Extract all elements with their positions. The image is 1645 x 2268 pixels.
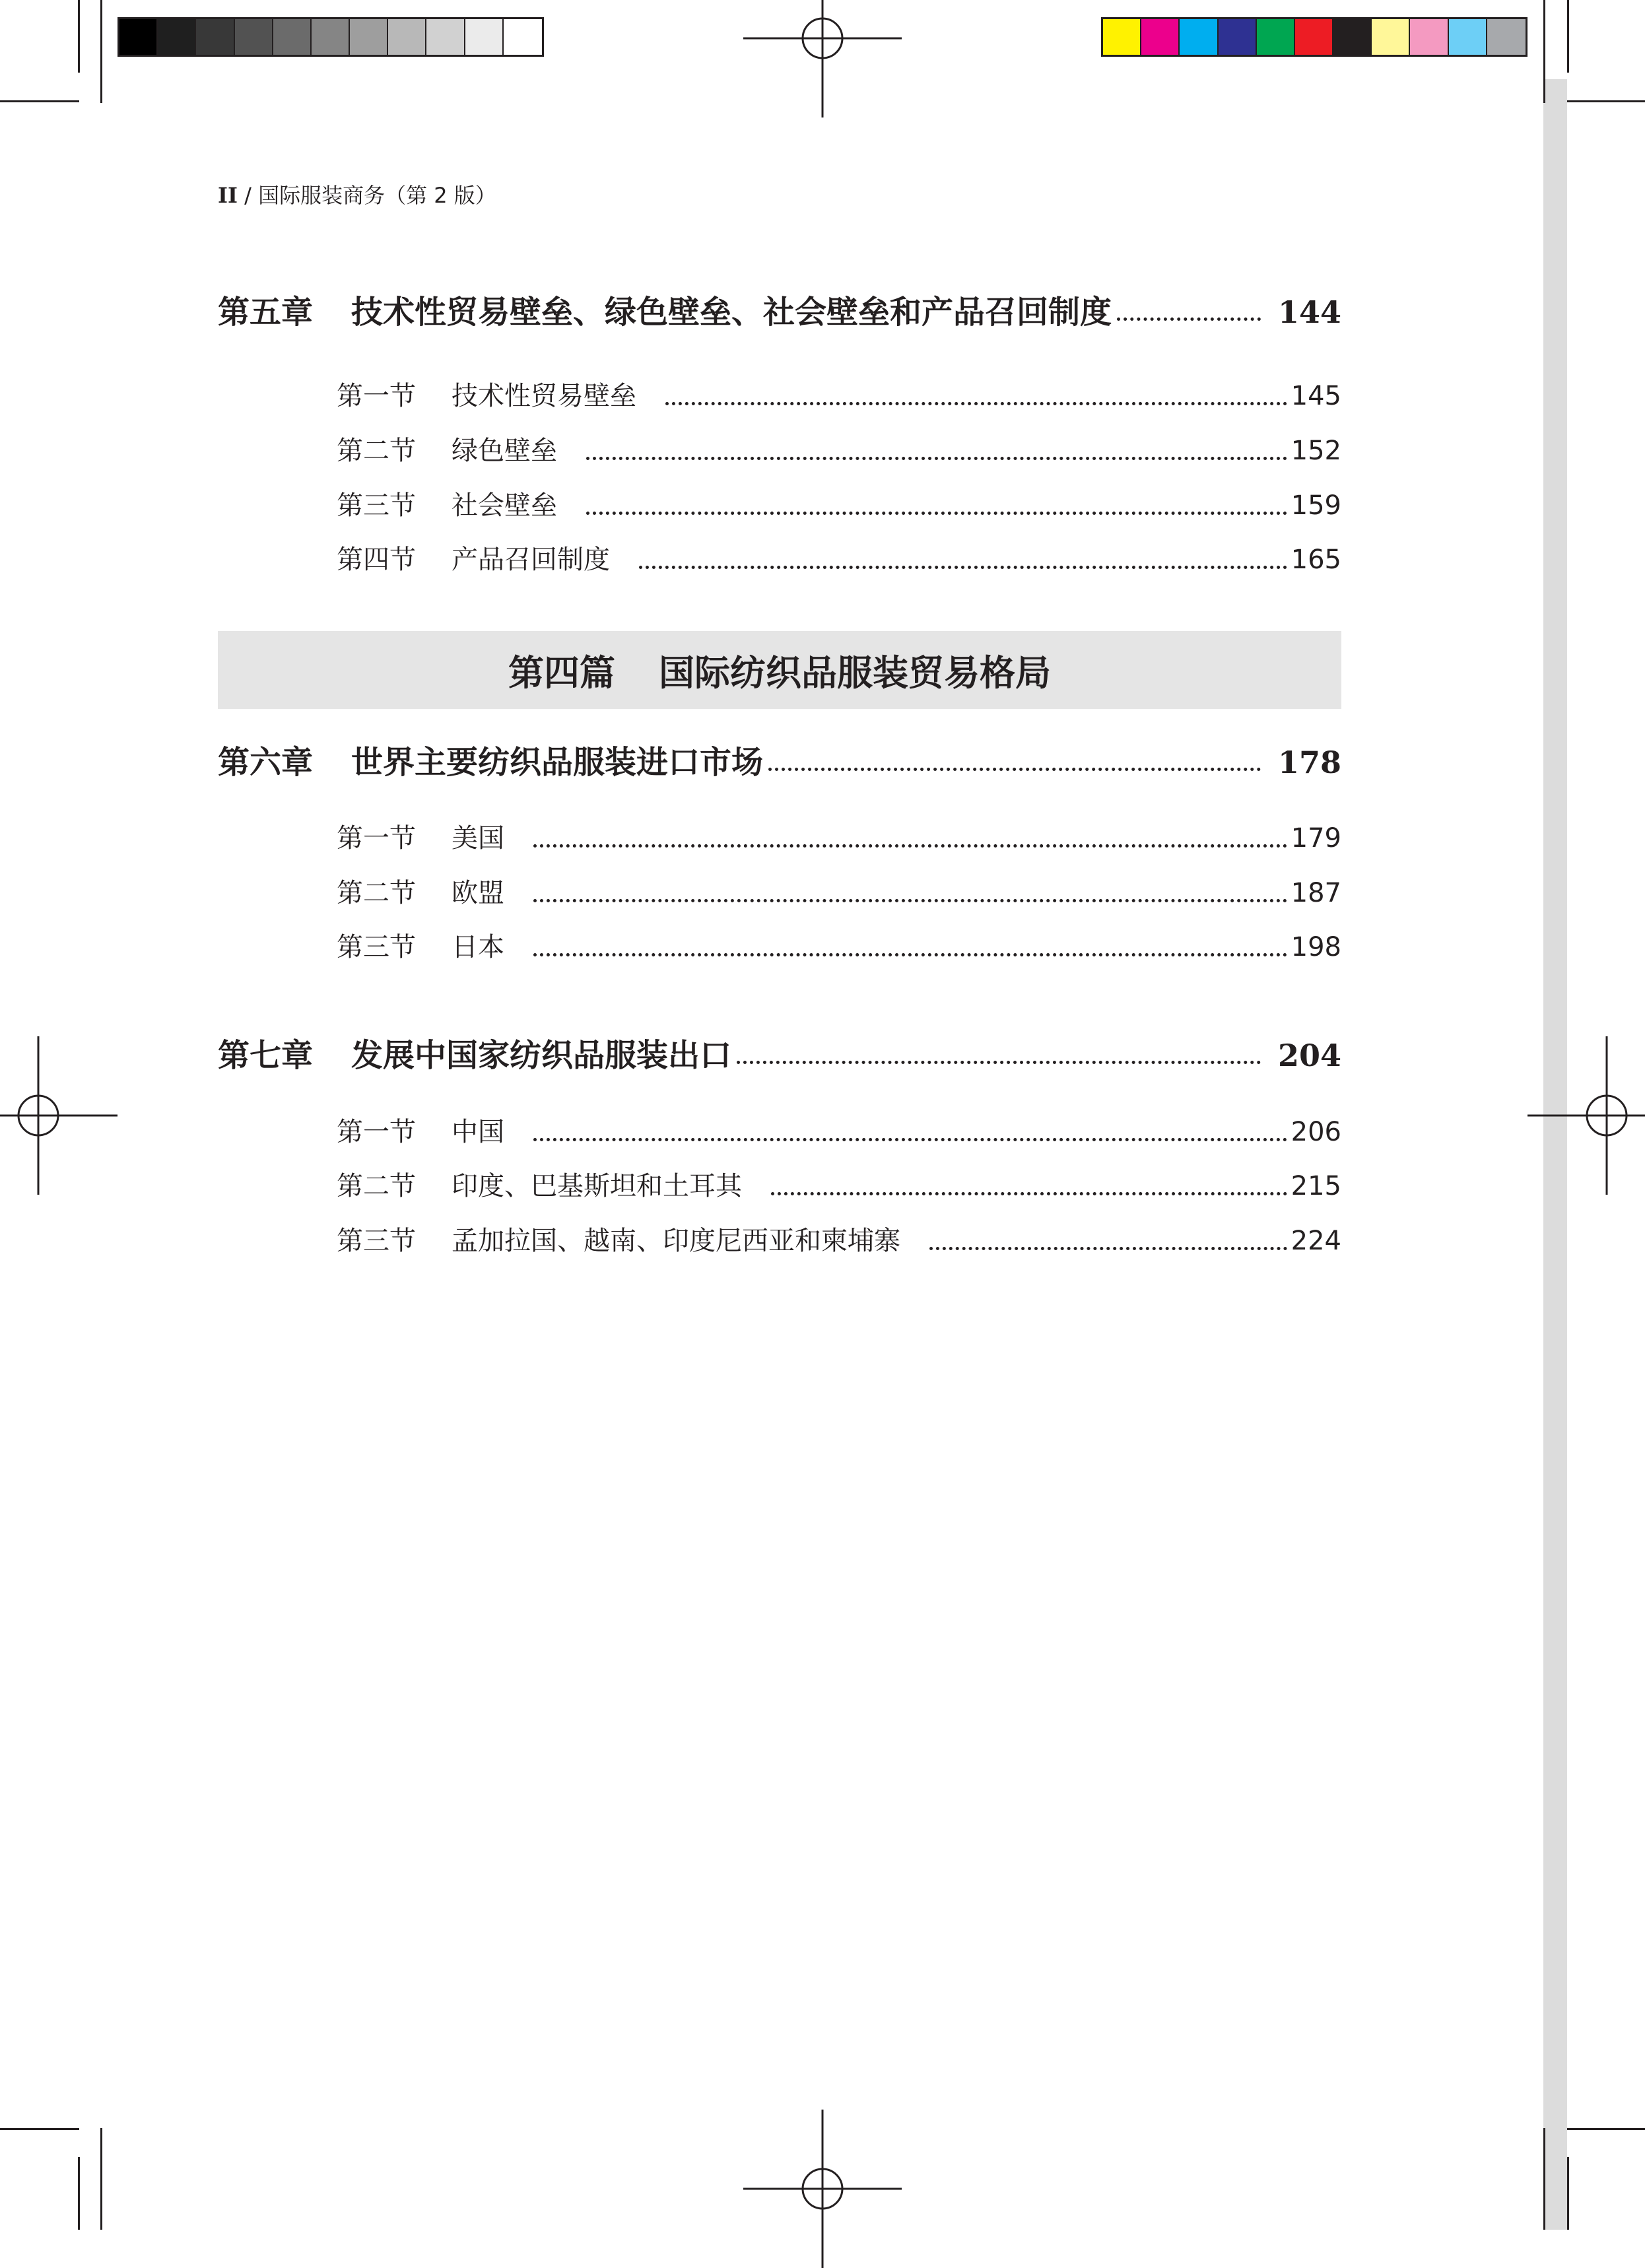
chapter-title: 发展中国家纺织品服装出口 <box>351 1037 732 1074</box>
chapter-page-number: 144 <box>1277 294 1341 330</box>
part-number: 第四篇 <box>508 651 615 694</box>
crop-mark <box>1543 0 1545 103</box>
section-title: 产品召回制度 <box>452 545 610 575</box>
crop-mark <box>78 0 80 73</box>
chapter-number: 第六章 <box>218 744 314 781</box>
color-swatch <box>119 19 158 55</box>
color-swatch <box>1410 19 1448 55</box>
dot-leader <box>533 875 1287 912</box>
chapter-number: 第七章 <box>218 1037 314 1074</box>
toc-section[interactable] <box>337 1114 1341 1151</box>
color-swatch <box>504 19 542 55</box>
section-number: 第三节 <box>337 1226 416 1256</box>
section-number: 第三节 <box>337 932 416 962</box>
crop-mark <box>78 2157 80 2230</box>
page-roman-numeral: II <box>218 183 238 208</box>
section-title: 美国 <box>452 823 504 853</box>
chapter-number: 第五章 <box>218 294 314 331</box>
color-swatch <box>1449 19 1487 55</box>
section-title: 绿色壁垒 <box>452 436 557 466</box>
section-page-number: 198 <box>1291 932 1341 962</box>
section-title: 欧盟 <box>452 878 504 908</box>
crop-mark <box>0 2128 79 2130</box>
crop-mark <box>1567 2157 1569 2230</box>
section-number: 第一节 <box>337 1117 416 1147</box>
section-page-number: 206 <box>1291 1117 1341 1147</box>
registration-mark-icon <box>743 2110 902 2268</box>
dot-leader <box>665 378 1287 415</box>
dot-leader <box>533 820 1287 857</box>
color-swatch <box>1372 19 1410 55</box>
section-number: 第三节 <box>337 490 416 521</box>
dot-leader <box>586 487 1287 524</box>
color-swatch <box>1141 19 1180 55</box>
registration-mark-icon <box>743 0 902 117</box>
crop-mark <box>0 100 79 102</box>
color-swatch <box>196 19 234 55</box>
color-swatch <box>158 19 196 55</box>
toc-chapter-7[interactable] <box>218 1032 1341 1079</box>
toc-chapter-5[interactable] <box>218 289 1341 335</box>
toc-section[interactable] <box>337 487 1341 524</box>
dot-leader <box>533 1114 1287 1151</box>
crop-mark <box>1567 2128 1645 2130</box>
color-swatch <box>388 19 426 55</box>
color-swatch <box>350 19 388 55</box>
toc-section[interactable] <box>337 875 1341 912</box>
section-page-number: 215 <box>1291 1171 1341 1201</box>
color-swatch <box>465 19 504 55</box>
color-swatch <box>1295 19 1333 55</box>
dot-leader <box>639 541 1287 578</box>
section-number: 第二节 <box>337 878 416 908</box>
dot-leader <box>929 1222 1287 1259</box>
crop-mark <box>1567 0 1569 73</box>
dot-leader <box>737 1032 1261 1079</box>
section-page-number: 145 <box>1291 381 1341 411</box>
book-title: / 国际服装商务（第 2 版） <box>237 183 496 208</box>
color-swatch <box>1257 19 1295 55</box>
color-swatch <box>1333 19 1372 55</box>
grayscale-calibration-bar <box>118 17 544 57</box>
section-title: 孟加拉国、越南、印度尼西亚和柬埔寨 <box>452 1226 900 1256</box>
section-number: 第四节 <box>337 545 416 575</box>
part-title: 国际纺织品服装贸易格局 <box>659 651 1051 694</box>
toc-section[interactable] <box>337 929 1341 966</box>
section-page-number: 179 <box>1291 823 1341 853</box>
toc-section[interactable] <box>337 378 1341 415</box>
section-number: 第一节 <box>337 381 416 411</box>
dot-leader <box>771 1168 1287 1205</box>
chapter-title: 世界主要纺织品服装进口市场 <box>351 744 764 781</box>
dot-leader <box>1117 289 1261 335</box>
color-swatch <box>273 19 312 55</box>
toc-section[interactable] <box>337 1222 1341 1259</box>
color-swatch <box>1180 19 1218 55</box>
color-swatch <box>1487 19 1526 55</box>
section-page-number: 187 <box>1291 878 1341 908</box>
section-title: 技术性贸易壁垒 <box>452 381 636 411</box>
color-swatch <box>1219 19 1257 55</box>
crop-mark <box>1543 2128 1545 2230</box>
color-swatch <box>235 19 273 55</box>
dot-leader <box>586 432 1287 469</box>
section-number: 第二节 <box>337 436 416 466</box>
toc-chapter-6[interactable] <box>218 739 1341 785</box>
section-page-number: 224 <box>1291 1226 1341 1256</box>
dot-leader <box>533 929 1287 966</box>
section-page-number: 159 <box>1291 490 1341 521</box>
chapter-page-number: 204 <box>1277 1038 1341 1073</box>
section-page-number: 152 <box>1291 436 1341 466</box>
registration-mark-icon <box>1528 1036 1645 1195</box>
section-title: 中国 <box>452 1117 504 1147</box>
crop-mark <box>100 0 102 103</box>
toc-section[interactable] <box>337 541 1341 578</box>
crop-mark <box>100 2128 102 2230</box>
toc-section[interactable] <box>337 432 1341 469</box>
toc-section[interactable] <box>337 820 1341 857</box>
registration-mark-icon <box>0 1036 118 1195</box>
dot-leader <box>768 739 1261 785</box>
section-page-number: 165 <box>1291 545 1341 575</box>
chapter-page-number: 178 <box>1277 745 1341 780</box>
section-number: 第二节 <box>337 1171 416 1201</box>
color-swatch <box>1103 19 1141 55</box>
color-calibration-bar <box>1101 17 1528 57</box>
running-header <box>218 182 496 209</box>
color-swatch <box>426 19 465 55</box>
toc-section[interactable] <box>337 1168 1341 1205</box>
chapter-title: 技术性贸易壁垒、绿色壁垒、社会壁垒和产品召回制度 <box>351 294 1112 331</box>
section-number: 第一节 <box>337 823 416 853</box>
section-title: 社会壁垒 <box>452 490 557 521</box>
color-swatch <box>312 19 350 55</box>
part-banner[interactable] <box>218 631 1341 709</box>
crop-mark <box>1567 100 1645 102</box>
section-title: 印度、巴基斯坦和土耳其 <box>452 1171 742 1201</box>
section-title: 日本 <box>452 932 504 962</box>
